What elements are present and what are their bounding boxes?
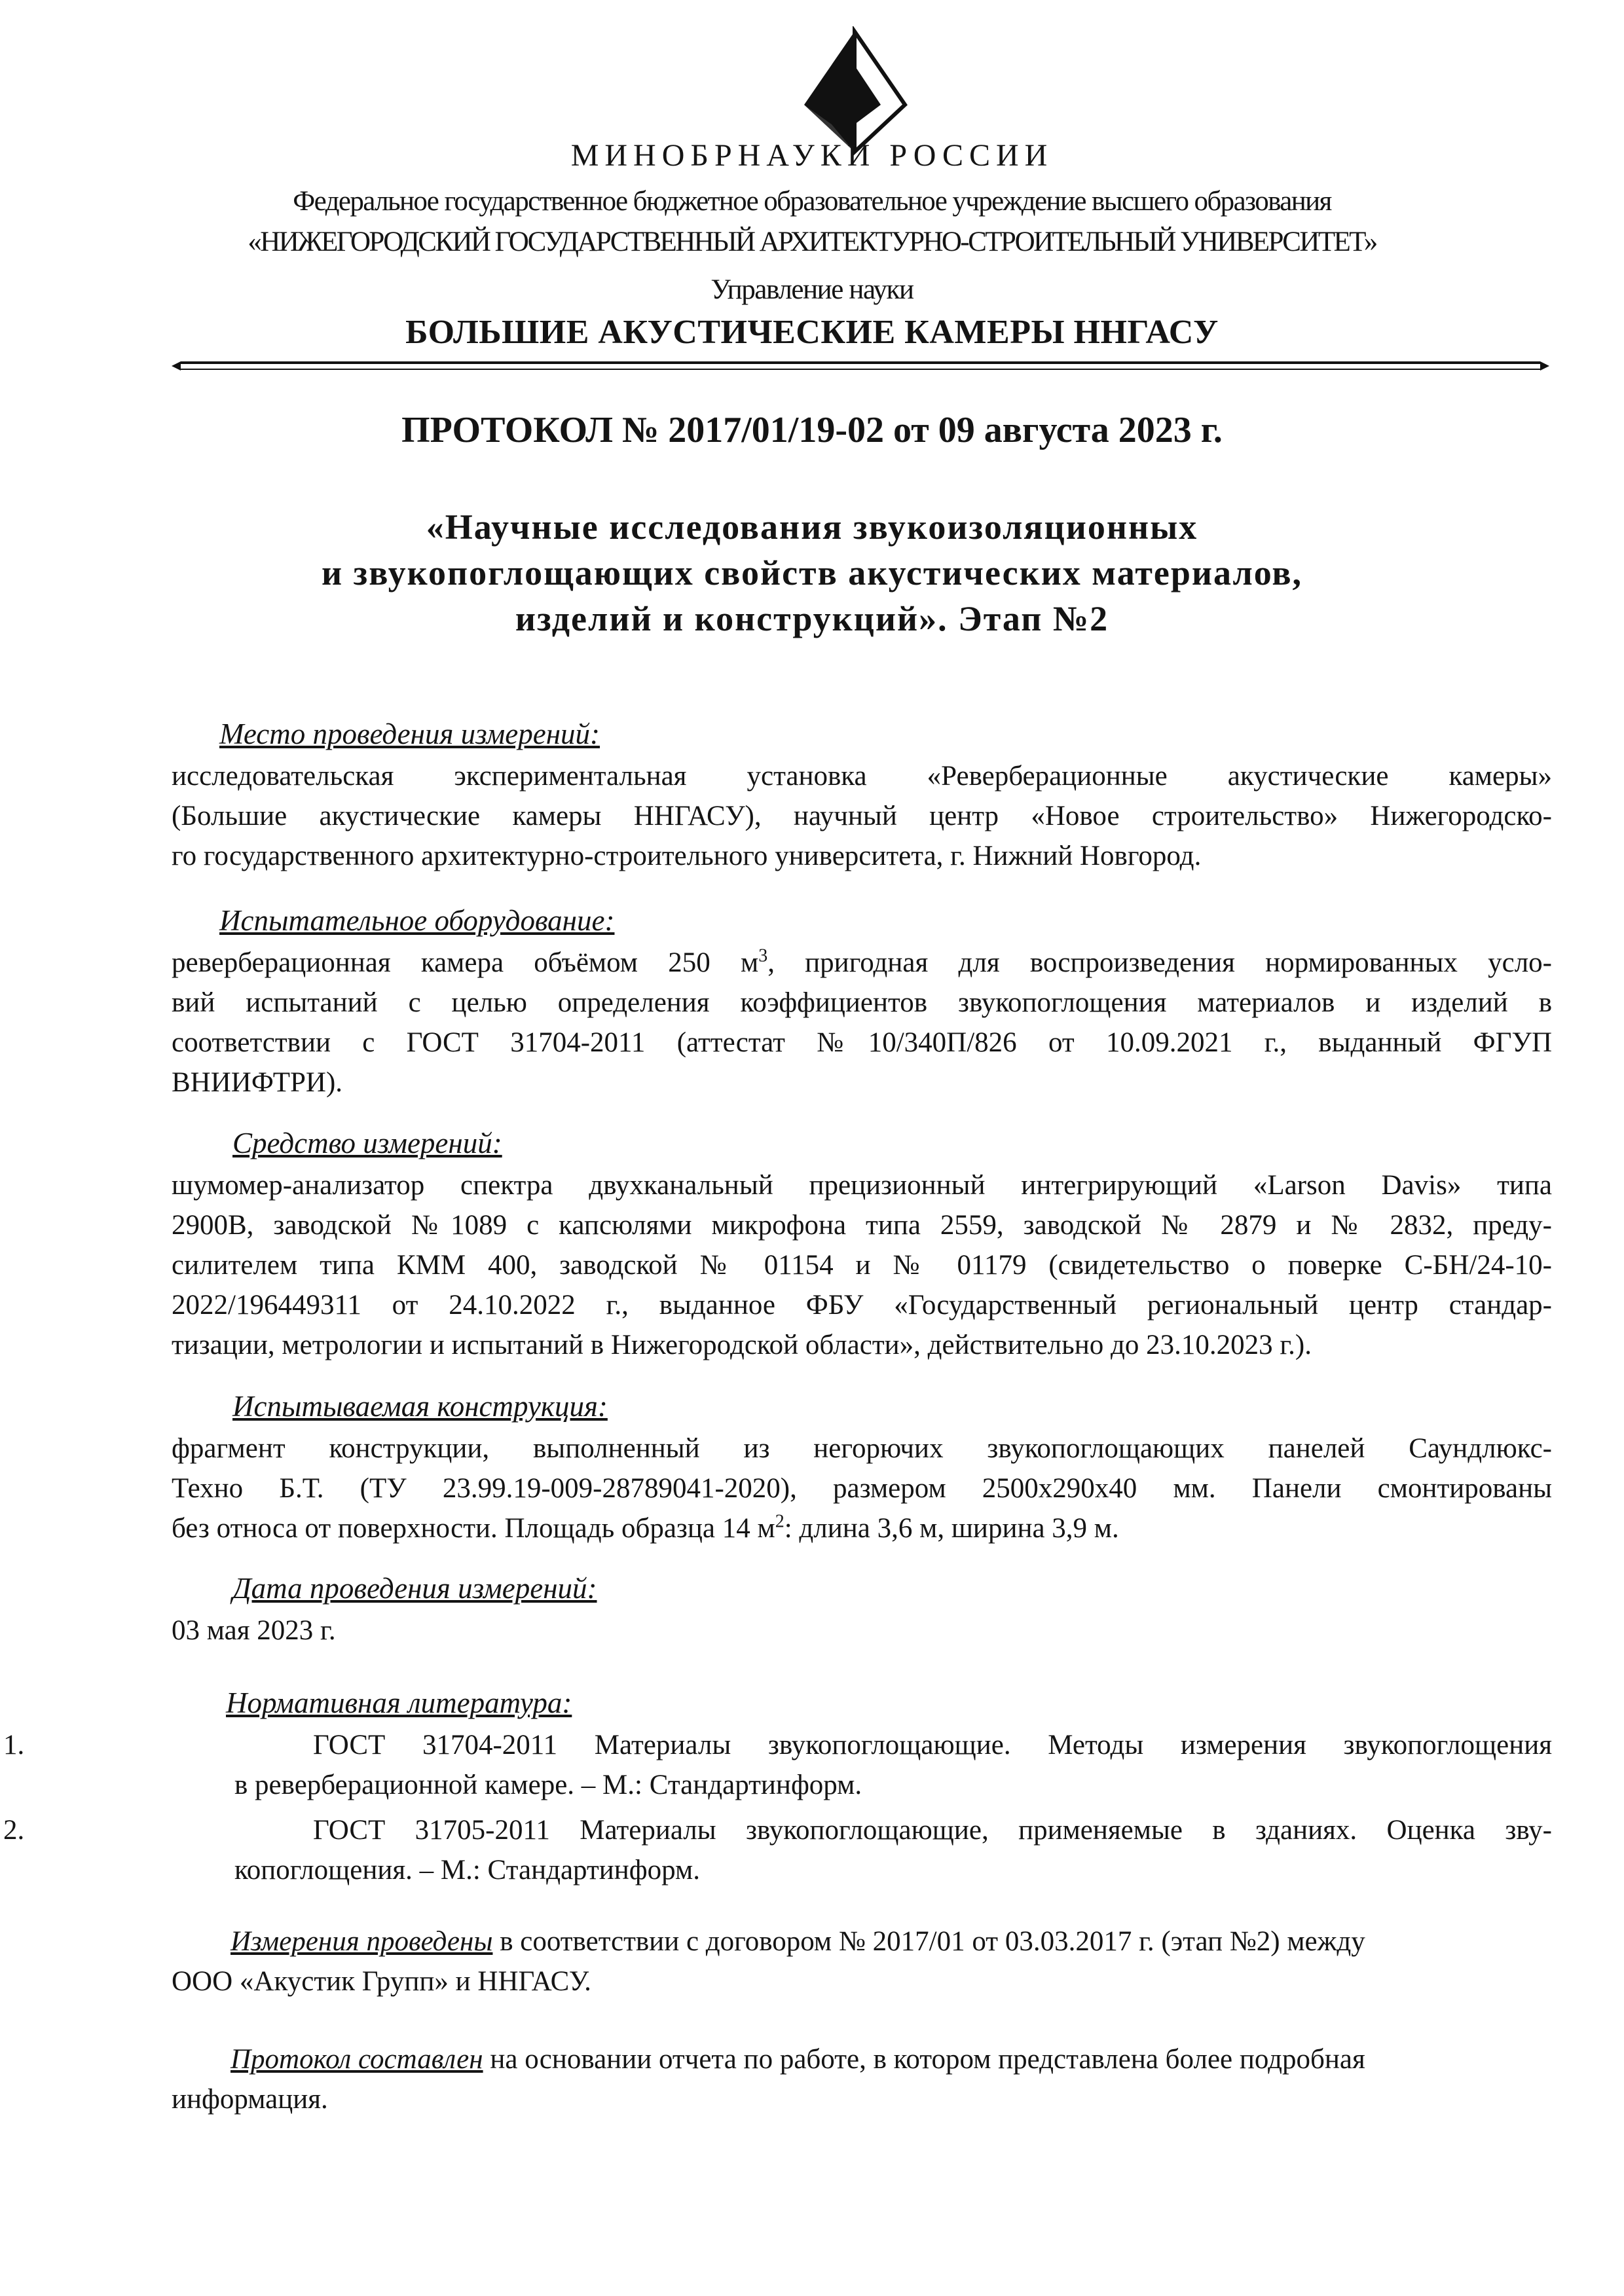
institution-type: Федеральное государственное бюджетное образовательное учреждение высшего образования [293,186,1331,217]
section-body-date [172,1611,1552,1650]
section-heading-instrument: Средство измерений: [232,1127,502,1159]
text-segment: : длина 3,6 м, ширина 3,9 м. [784,1513,1119,1544]
text-segment: на основании отчета по работе, в котором представлена более подробная [483,2044,1365,2075]
text-line [172,1508,1552,1548]
lab-name: БОЛЬШИЕ АКУСТИЧЕСКИЕ КАМЕРЫ ННГАСУ [405,314,1219,351]
text-line: копоглощения. – М.: Стандартинформ. [234,1855,700,1886]
text-line: го государственного архитектурно-строительного университета, г. Нижний Новгород. [172,841,1202,871]
superscript: 2 [775,1511,784,1532]
text-segment: , пригодная для воспроизведения нормированных усло- [767,947,1552,978]
list-item [3,1810,1552,1890]
section-heading-contract: Измерения проведены [231,1926,493,1957]
text-line [172,2039,1552,2079]
text-line: Техно Б.Т. (ТУ 23.99.19-009-28789041-2020), размером 2500х290х40 мм. Панели смонтированы [172,1473,1552,1504]
section-body-construction [172,1429,1552,1548]
title-line: изделий и конструкций». Этап №2 [515,599,1109,638]
superscript: 3 [758,945,768,966]
list-number: 2. [3,1815,25,1846]
text-line: соответствии с ГОСТ 31704-2011 (аттестат №10/340П/826 от 10.09.2021 г., выданный ФГУП [172,1027,1552,1058]
section-body-equipment [172,943,1552,1102]
text-line: тизации, метрологии и испытаний в Нижегородской области», действительно до 23.10.2023 г.). [172,1330,1312,1360]
text-line: в реверберационной камере. – М.: Стандартинформ. [234,1770,862,1800]
title-line: «Научные исследования звукоизоляционных [426,507,1198,547]
department-name: Управление науки [710,274,913,305]
section-heading-literature: Нормативная литература: [226,1686,572,1719]
text-line [172,1922,1552,1961]
text-line: информация. [172,2084,328,2115]
list-number: 1. [3,1730,25,1760]
text-line: ВНИИФТРИ). [172,1067,343,1098]
section-heading-construction: Испытываемая конструкция: [232,1390,608,1423]
text-line: ГОСТ 31704-2011 Материалы звукопоглощающие. Методы измерения звукопоглощения [313,1730,1552,1760]
title-line: и звукопоглощающих свойств акустических материалов, [321,553,1303,592]
section-body-report [172,2039,1552,2119]
section-body-place [172,756,1552,876]
list-item [3,1725,1552,1805]
section-body-contract [172,1922,1552,2001]
text-line [172,943,1552,983]
text-line: силителем типа КММ 400, заводской № 01154 и № 01179 (свидетельство о поверке С-БН/24-10- [172,1250,1552,1281]
ministry-name: МИНОБРНАУКИ РОССИИ [570,138,1054,173]
measurement-date: 03 мая 2023 г. [172,1615,336,1646]
text-line: 2022/196449311 от 24.10.2022 г., выданное ФБУ «Государственный региональный центр стандар- [172,1290,1552,1321]
section-body-instrument [172,1165,1552,1365]
university-name: «НИЖЕГОРОДСКИЙ ГОСУДАРСТВЕННЫЙ АРХИТЕКТУРНО-СТРОИТЕЛЬНЫЙ УНИВЕРСИТЕТ» [248,227,1376,257]
text-segment: в соответствии с договором № 2017/01 от 03.03.2017 г. (этап №2) между [492,1926,1365,1957]
protocol-title: ПРОТОКОЛ № 2017/01/19-02 от 09 августа 2023 г. [401,410,1223,450]
text-line: ГОСТ 31705-2011 Материалы звукопоглощающие, применяемые в зданиях. Оценка зву- [313,1815,1552,1846]
header-divider [172,354,1549,380]
text-line: фрагмент конструкции, выполненный из негорючих звукопоглощающих панелей Саундлюкс- [172,1433,1552,1464]
text-line: шумомер-анализатор спектра двухканальный прецизионный интегрирующий «Larson Davis» типа [172,1170,1552,1201]
text-line: вий испытаний с целью определения коэффициентов звукопоглощения материалов и изделий в [172,987,1552,1018]
text-segment: без относа от поверхности. Площадь образца 14 м [172,1513,775,1544]
text-line: 2900B, заводской №1089 с капсюлями микрофона типа 2559, заводской № 2879 и № 2832, преду- [172,1210,1552,1241]
text-line: исследовательская экспериментальная установка «Реверберационные акустические камеры» [172,761,1552,792]
section-heading-report: Протокол составлен [231,2044,483,2075]
text-line: (Большие акустические камеры ННГАСУ), научный центр «Новое строительство» Нижегородско- [172,801,1552,831]
section-heading-place: Место проведения измерений: [219,718,600,750]
document-title [0,504,1624,642]
text-segment: реверберационная камера объёмом 250 м [172,947,759,978]
section-heading-equipment: Испытательное оборудование: [219,904,615,937]
section-heading-date: Дата проведения измерений: [232,1572,597,1605]
text-line: ООО «Акустик Групп» и ННГАСУ. [172,1966,591,1997]
